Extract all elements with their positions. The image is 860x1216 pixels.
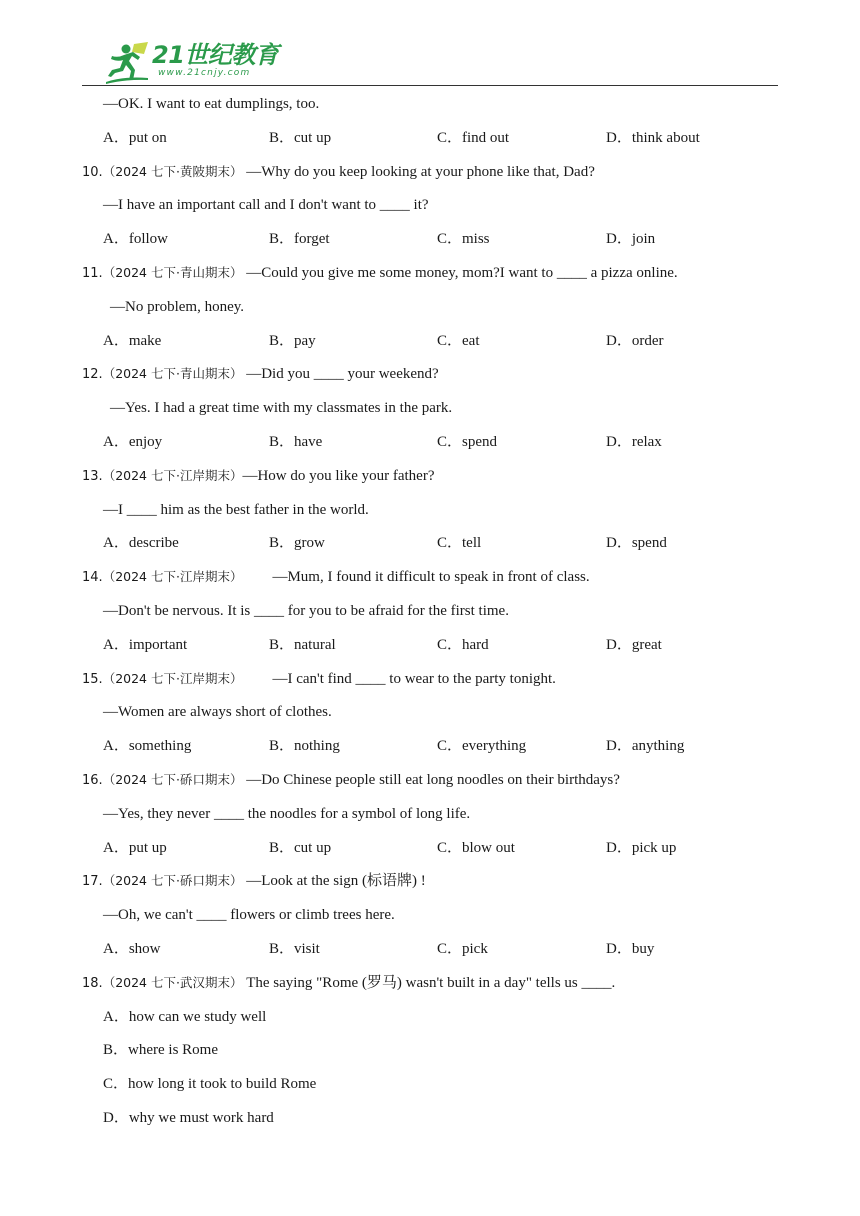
answer-option: D．order bbox=[606, 333, 664, 349]
answer-option: B．have bbox=[269, 434, 323, 450]
answer-option: B．pay bbox=[269, 333, 316, 349]
answer-option: D．anything bbox=[606, 738, 685, 754]
answer-option: A．put up bbox=[103, 840, 167, 856]
answer-option: C．eat bbox=[437, 333, 480, 349]
question-text: —Could you give me some money, mom?I want to ____ a pizza online. bbox=[242, 265, 678, 281]
answer-option: D．relax bbox=[606, 434, 662, 450]
answer-option: C．spend bbox=[437, 434, 498, 450]
answer-option: D．think about bbox=[606, 130, 700, 146]
page-header bbox=[82, 38, 778, 86]
answer-option: A．make bbox=[103, 333, 162, 349]
header-divider bbox=[82, 85, 778, 86]
question-line bbox=[82, 263, 678, 284]
question-source: （2024 七下·青山期末） bbox=[102, 366, 243, 381]
text-line: —Yes, they never ____ the noodles for a symbol of long life. bbox=[103, 806, 471, 822]
question-line bbox=[82, 162, 595, 183]
question-text: —Mum, I found it difficult to speak in front of class. bbox=[242, 569, 590, 585]
answer-option: B．natural bbox=[269, 637, 336, 653]
answer-option: C．miss bbox=[437, 231, 490, 247]
question-number: 11. bbox=[82, 266, 103, 281]
answer-option: A．enjoy bbox=[103, 434, 163, 450]
answer-option: A．describe bbox=[103, 535, 179, 551]
answer-option: B．visit bbox=[269, 941, 320, 957]
answer-option: B．grow bbox=[269, 535, 325, 551]
question-text: —Do Chinese people still eat long noodles on their birthdays? bbox=[242, 772, 620, 788]
answer-option: A．show bbox=[103, 941, 161, 957]
question-source: （2024 七下·武汉期末） bbox=[102, 975, 243, 990]
answer-option: D．spend bbox=[606, 535, 667, 551]
question-source: （2024 七下·江岸期末） bbox=[102, 468, 243, 483]
question-text: —Why do you keep looking at your phone like that, Dad? bbox=[242, 164, 595, 180]
text-line: D．why we must work hard bbox=[103, 1110, 274, 1126]
question-number: 14. bbox=[82, 570, 103, 585]
answer-option: B．cut up bbox=[269, 840, 332, 856]
answer-option: A．follow bbox=[103, 231, 168, 247]
question-number: 10. bbox=[82, 165, 103, 180]
question-source: （2024 七下·硚口期末） bbox=[102, 873, 243, 888]
logo-url: www.21cnjy.com bbox=[158, 68, 251, 78]
answer-option: C．pick bbox=[437, 941, 488, 957]
text-line: —Don't be nervous. It is ____ for you to be afraid for the first time. bbox=[103, 603, 509, 619]
answer-option: B．nothing bbox=[269, 738, 340, 754]
text-line: B．where is Rome bbox=[103, 1042, 218, 1058]
question-text: —Look at the sign (标语牌) ! bbox=[242, 873, 426, 889]
question-number: 16. bbox=[82, 773, 103, 788]
question-text: —How do you like your father? bbox=[242, 468, 435, 484]
answer-option: C．tell bbox=[437, 535, 482, 551]
question-source: （2024 七下·江岸期末） bbox=[102, 671, 243, 686]
text-line: —I ____ him as the best father in the world. bbox=[103, 502, 369, 518]
answer-option: C．everything bbox=[437, 738, 527, 754]
question-text: The saying "Rome (罗马) wasn't built in a day" tells us ____. bbox=[242, 975, 616, 991]
question-line bbox=[82, 973, 615, 994]
question-line bbox=[82, 567, 590, 588]
runner-logo-icon bbox=[104, 40, 150, 84]
text-line: —Oh, we can't ____ flowers or climb trees here. bbox=[103, 907, 395, 923]
question-number: 18. bbox=[82, 976, 103, 991]
answer-option: C．find out bbox=[437, 130, 510, 146]
question-number: 13. bbox=[82, 469, 103, 484]
answer-option: C．hard bbox=[437, 637, 489, 653]
question-source: （2024 七下·硚口期末） bbox=[102, 772, 243, 787]
question-number: 17. bbox=[82, 874, 103, 889]
question-text: —I can't find ____ to wear to the party tonight. bbox=[242, 671, 556, 687]
question-source: （2024 七下·黄陂期末） bbox=[102, 164, 243, 179]
question-source: （2024 七下·青山期末） bbox=[102, 265, 243, 280]
answer-option: A．important bbox=[103, 637, 188, 653]
logo-title: 21世纪教育 bbox=[152, 41, 279, 69]
question-line bbox=[82, 364, 439, 385]
answer-option: D．buy bbox=[606, 941, 655, 957]
question-line bbox=[82, 770, 620, 791]
answer-option: D．great bbox=[606, 637, 662, 653]
text-line: A．how can we study well bbox=[103, 1009, 267, 1025]
text-line: —Yes. I had a great time with my classmates in the park. bbox=[110, 400, 453, 416]
question-number: 12. bbox=[82, 367, 103, 382]
site-logo bbox=[104, 40, 279, 84]
question-line bbox=[82, 669, 556, 690]
text-line: C．how long it took to build Rome bbox=[103, 1076, 317, 1092]
answer-option: A．something bbox=[103, 738, 192, 754]
question-source: （2024 七下·江岸期末） bbox=[102, 569, 243, 584]
answer-option: A．put on bbox=[103, 130, 167, 146]
text-line: —I have an important call and I don't want to ____ it? bbox=[103, 197, 429, 213]
text-line: —No problem, honey. bbox=[110, 299, 245, 315]
question-line bbox=[82, 871, 426, 892]
question-text: —Did you ____ your weekend? bbox=[242, 366, 439, 382]
question-line bbox=[82, 466, 435, 487]
answer-option: B．cut up bbox=[269, 130, 332, 146]
answer-option: B．forget bbox=[269, 231, 330, 247]
text-line: —Women are always short of clothes. bbox=[103, 704, 332, 720]
question-number: 15. bbox=[82, 672, 103, 687]
answer-option: C．blow out bbox=[437, 840, 515, 856]
answer-option: D．join bbox=[606, 231, 656, 247]
text-line: —OK. I want to eat dumplings, too. bbox=[103, 96, 320, 112]
answer-option: D．pick up bbox=[606, 840, 677, 856]
